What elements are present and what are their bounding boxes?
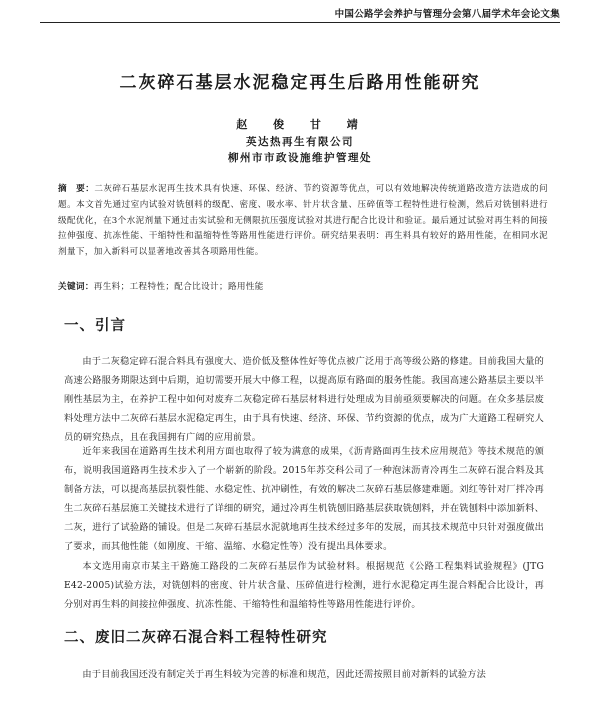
keywords xyxy=(58,280,548,294)
section-2-paragraph-1: 由于目前我国还没有制定关于再生料较为完善的标准和规范，因此还需按照目前对新料的试验方法 xyxy=(82,669,487,680)
affiliation-1: 英达热再生有限公司 xyxy=(246,136,354,148)
abstract-label: 摘 要： xyxy=(58,184,95,194)
keywords-text: 再生料；工程特性；配合比设计；路用性能 xyxy=(93,282,264,292)
section-1-heading: 一、引言 xyxy=(64,318,126,334)
running-header: 中国公路学会养护与管理分会第八届学术年会论文集 xyxy=(334,9,560,20)
section-1-paragraph-1: 由于二灰稳定碎石混合料具有强度大、造价低及整体性好等优点被广泛用于高等级公路的修建。目前我国大量的高速公路服务期限达到中后期，迫切需要开展大中修工程，以提高原有路面的服务性能。我国高速公路基层主要以半刚性基层为主，在养护工程中如何对废弃二灰稳定碎石基层材料进行处理成为目前亟须要解决的问题。在众多基层废料处理方法中二灰碎石基层水泥稳定再生，由于具有快速、经济、环保、节约资源的优点，成为广大道路工程研究人员的研究热点，且在我国拥有广阔的应用前景。 xyxy=(64,356,544,443)
paper-title: 二灰碎石基层水泥稳定再生后路用性能研究 xyxy=(119,73,481,93)
affiliation-2: 柳州市市政设施维护管理处 xyxy=(228,152,372,164)
keywords-label: 关键词： xyxy=(58,282,94,292)
header-rule xyxy=(40,22,560,23)
section-1-paragraph-3: 本文选用南京市某主干路施工路段的二灰碎石基层作为试验材料。根据规范《公路工程集料试验规程》(JTG E42-2005)试验方法，对铣刨料的密度、针片状含量、压碎值进行检测，进行水泥稳定再生混合料配合比设计，再分别对再生料的间接拉伸强度、抗冻性能、干缩特性和温缩特性等路用性能进行评价。 xyxy=(64,561,544,610)
authors: 赵 俊 甘 靖 xyxy=(236,118,364,131)
section-2-heading: 二、废旧二灰碎石混合料工程特性研究 xyxy=(64,630,328,646)
abstract xyxy=(58,182,548,261)
abstract-text: 二灰碎石基层水泥再生技术具有快速、环保、经济、节约资源等优点，可以有效地解决传统道路改造方法造成的问题。本文首先通过室内试验对铣刨料的级配、密度、吸水率、针片状含量、压碎值等工程特性进行检测，然后对铣刨料进行级配优化，在3个水泥剂量下通过击实试验和无侧限抗压强度试验对其进行配合比设计和验证。最后通过试验对再生料的间接拉伸强度、抗冻性能、干缩特性和温缩特性等路用性能进行评价。研究结果表明：再生料具有较好的路用性能，在相同水泥剂量下，加入新料可以显著地改善其各项路用性能。 xyxy=(58,184,548,258)
section-1-paragraph-2: 近年来我国在道路再生技术利用方面也取得了较为满意的成果，《沥青路面再生技术应用规范》等技术规范的颁布，说明我国道路再生技术步入了一个崭新的阶段。2015年苏交科公司了一种泡沫沥青冷再生二灰碎石混合料及其制备方法，可以提高基层抗裂性能、水稳定性、抗冲刷性，有效的解决二灰碎石基层修建难题。刘红等针对厂拌冷再生二灰碎石基层施工关键技术进行了详细的研究，通过冷再生机铣刨旧路基层获取铣刨料，并在铣刨料中添加新料、二灰，进行了试验路的铺设。但是二灰碎石基层水泥就地再生技术经过多年的发展，而其技术规范中只针对强度做出了要求，而其他性能（如刚度、干缩、温缩、水稳定性等）没有提出具体要求。 xyxy=(64,446,544,552)
